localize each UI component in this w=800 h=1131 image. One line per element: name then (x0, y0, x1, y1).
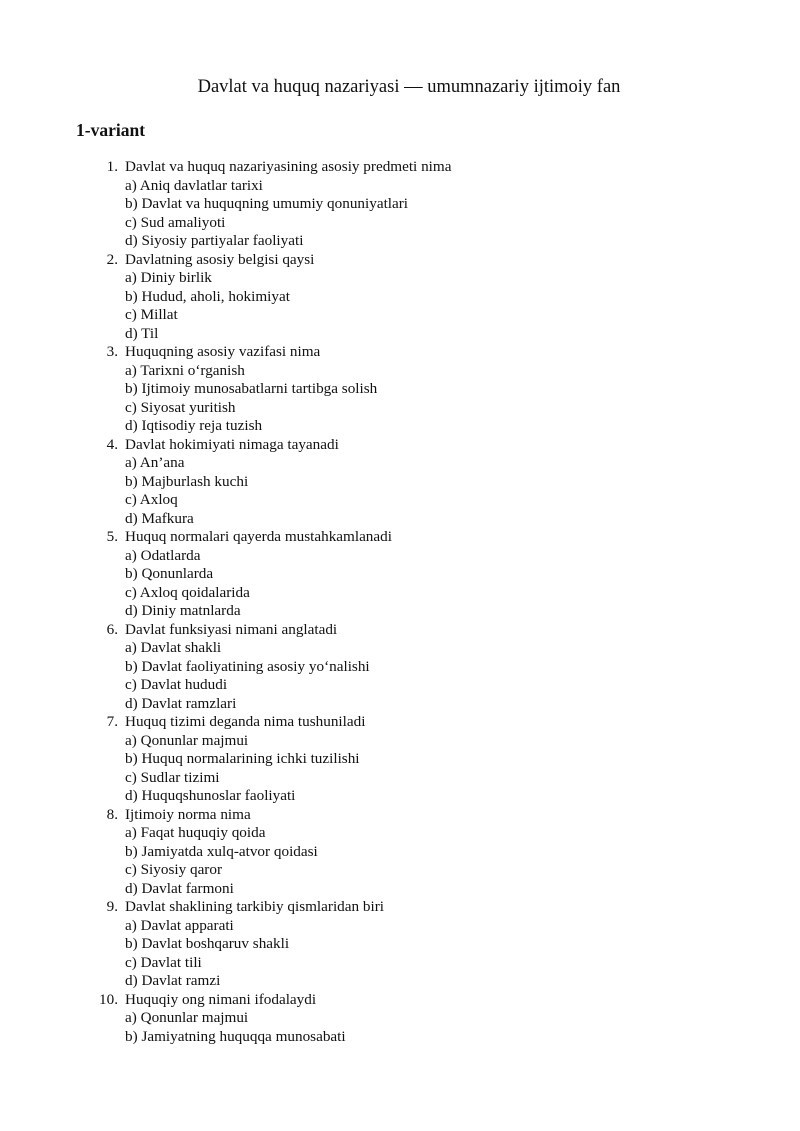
document-title: Davlat va huquq nazariyasi — umumnazariy ijtimoiy fan (197, 77, 621, 97)
question-line (0, 806, 800, 825)
answer-option-line (0, 306, 800, 325)
answer-option-line (0, 824, 800, 843)
answer-option-line (0, 362, 800, 381)
question-item (0, 343, 800, 436)
answer-option: c) Axloq (125, 491, 178, 508)
answer-option-line (0, 565, 800, 584)
question-line (0, 436, 800, 455)
question-line (0, 991, 800, 1010)
answer-option: b) Davlat boshqaruv shakli (125, 935, 290, 952)
answer-option: d) Huquqshunoslar faoliyati (125, 787, 296, 804)
question-item (0, 621, 800, 714)
question-item (0, 158, 800, 251)
question-item (0, 528, 800, 621)
answer-option: a) Diniy birlik (125, 269, 212, 286)
answer-option-line (0, 750, 800, 769)
answer-option-line (0, 491, 800, 510)
question-number: 1. (106, 158, 118, 175)
answer-option-line (0, 417, 800, 436)
question-item (0, 436, 800, 529)
answer-option-line (0, 473, 800, 492)
answer-option: d) Davlat ramzlari (125, 694, 237, 712)
answer-option: b) Qonunlarda (125, 565, 214, 582)
question-number: 2. (106, 250, 118, 268)
answer-option: c) Davlat hududi (125, 676, 228, 693)
answer-option: c) Siyosiy qaror (125, 861, 223, 878)
question-item (0, 806, 800, 899)
question-number: 8. (106, 805, 118, 823)
answer-option-line (0, 732, 800, 751)
question-text: Davlat hokimiyati nimaga tayanadi (125, 435, 339, 453)
question-text: Huquq tizimi deganda nima tushuniladi (125, 713, 366, 730)
answer-option: b) Jamiyatda xulq-atvor qoidasi (125, 842, 318, 860)
answer-option: d) Til (125, 324, 159, 342)
answer-option: a) Qonunlar majmui (125, 731, 249, 749)
answer-option-line (0, 510, 800, 529)
answer-option-line (0, 1028, 800, 1047)
question-line (0, 251, 800, 270)
answer-option: c) Siyosat yuritish (125, 398, 236, 416)
answer-option-line (0, 917, 800, 936)
answer-option-line (0, 658, 800, 677)
answer-option: a) Tarixni o‘rganish (125, 361, 245, 379)
answer-option-line (0, 639, 800, 658)
question-text: Davlat shaklining tarkibiy qismlaridan biri (125, 898, 384, 915)
question-line (0, 528, 800, 547)
answer-option: b) Ijtimoiy munosabatlarni tartibga solish (125, 380, 378, 397)
answer-option: d) Davlat farmoni (125, 879, 234, 897)
answer-option: d) Siyosiy partiyalar faoliyati (125, 232, 304, 249)
question-number: 9. (106, 898, 118, 915)
answer-option: c) Axloq qoidalarida (125, 583, 250, 601)
question-number: 7. (106, 713, 118, 730)
answer-option-line (0, 843, 800, 862)
answer-option-line (0, 1009, 800, 1028)
question-number: 5. (106, 528, 118, 545)
answer-option-line (0, 399, 800, 418)
answer-option-line (0, 695, 800, 714)
answer-option-line (0, 861, 800, 880)
question-line (0, 898, 800, 917)
answer-option-line (0, 269, 800, 288)
question-text: Davlatning asosiy belgisi qaysi (125, 250, 315, 268)
answer-option-line (0, 195, 800, 214)
answer-option-line (0, 787, 800, 806)
answer-option: a) Faqat huquqiy qoida (125, 824, 266, 841)
answer-option: d) Iqtisodiy reja tuzish (125, 417, 263, 434)
answer-option: b) Davlat faoliyatining asosiy yo‘nalishi (125, 657, 370, 675)
question-text: Huquqiy ong nimani ifodalaydi (125, 990, 317, 1008)
answer-option: b) Jamiyatning huquqqa munosabati (125, 1027, 346, 1045)
question-number: 4. (106, 435, 118, 453)
answer-option-line (0, 547, 800, 566)
answer-option-line (0, 380, 800, 399)
answer-option-line (0, 880, 800, 899)
answer-option-line (0, 769, 800, 788)
answer-option-line (0, 584, 800, 603)
variant-heading: 1-variant (76, 120, 146, 140)
answer-option: d) Mafkura (125, 509, 194, 527)
answer-option-line (0, 954, 800, 973)
answer-option-line (0, 454, 800, 473)
question-text: Ijtimoiy norma nima (125, 805, 251, 823)
answer-option-line (0, 935, 800, 954)
answer-option: d) Davlat ramzi (125, 972, 221, 989)
answer-option: a) Davlat shakli (125, 639, 222, 656)
answer-option: c) Sudlar tizimi (125, 768, 220, 786)
question-number: 10. (99, 990, 118, 1008)
question-text: Davlat funksiyasi nimani anglatadi (125, 620, 338, 638)
answer-option: a) An’ana (125, 454, 185, 471)
question-item (0, 991, 800, 1047)
question-item (0, 713, 800, 806)
answer-option: a) Qonunlar majmui (125, 1009, 249, 1026)
answer-option: c) Davlat tili (125, 953, 202, 971)
answer-option: d) Diniy matnlarda (125, 602, 241, 619)
answer-option-line (0, 214, 800, 233)
question-text: Davlat va huquq nazariyasining asosiy predmeti nima (125, 158, 452, 175)
answer-option: b) Huquq normalarining ichki tuzilishi (125, 750, 360, 767)
question-line (0, 158, 800, 177)
question-item (0, 251, 800, 344)
question-number: 3. (106, 343, 118, 360)
question-number: 6. (106, 620, 118, 638)
answer-option-line (0, 232, 800, 251)
question-text: Huquq normalari qayerda mustahkamlanadi (125, 528, 392, 545)
answer-option-line (0, 177, 800, 196)
question-text: Huquqning asosiy vazifasi nima (125, 343, 321, 360)
question-line (0, 621, 800, 640)
answer-option-line (0, 972, 800, 991)
answer-option-line (0, 676, 800, 695)
answer-option: a) Aniq davlatlar tarixi (125, 176, 263, 194)
answer-option-line (0, 602, 800, 621)
question-line (0, 343, 800, 362)
answer-option-line (0, 325, 800, 344)
question-item (0, 898, 800, 991)
answer-option: a) Odatlarda (125, 546, 201, 564)
answer-option: a) Davlat apparati (125, 916, 234, 934)
answer-option: c) Sud amaliyoti (125, 213, 226, 231)
answer-option: b) Davlat va huquqning umumiy qonuniyatlari (125, 195, 409, 212)
question-line (0, 713, 800, 732)
question-list (0, 158, 800, 1046)
answer-option: b) Majburlash kuchi (125, 472, 249, 490)
answer-option-line (0, 288, 800, 307)
answer-option: b) Hudud, aholi, hokimiyat (125, 287, 290, 305)
answer-option: c) Millat (125, 306, 178, 323)
